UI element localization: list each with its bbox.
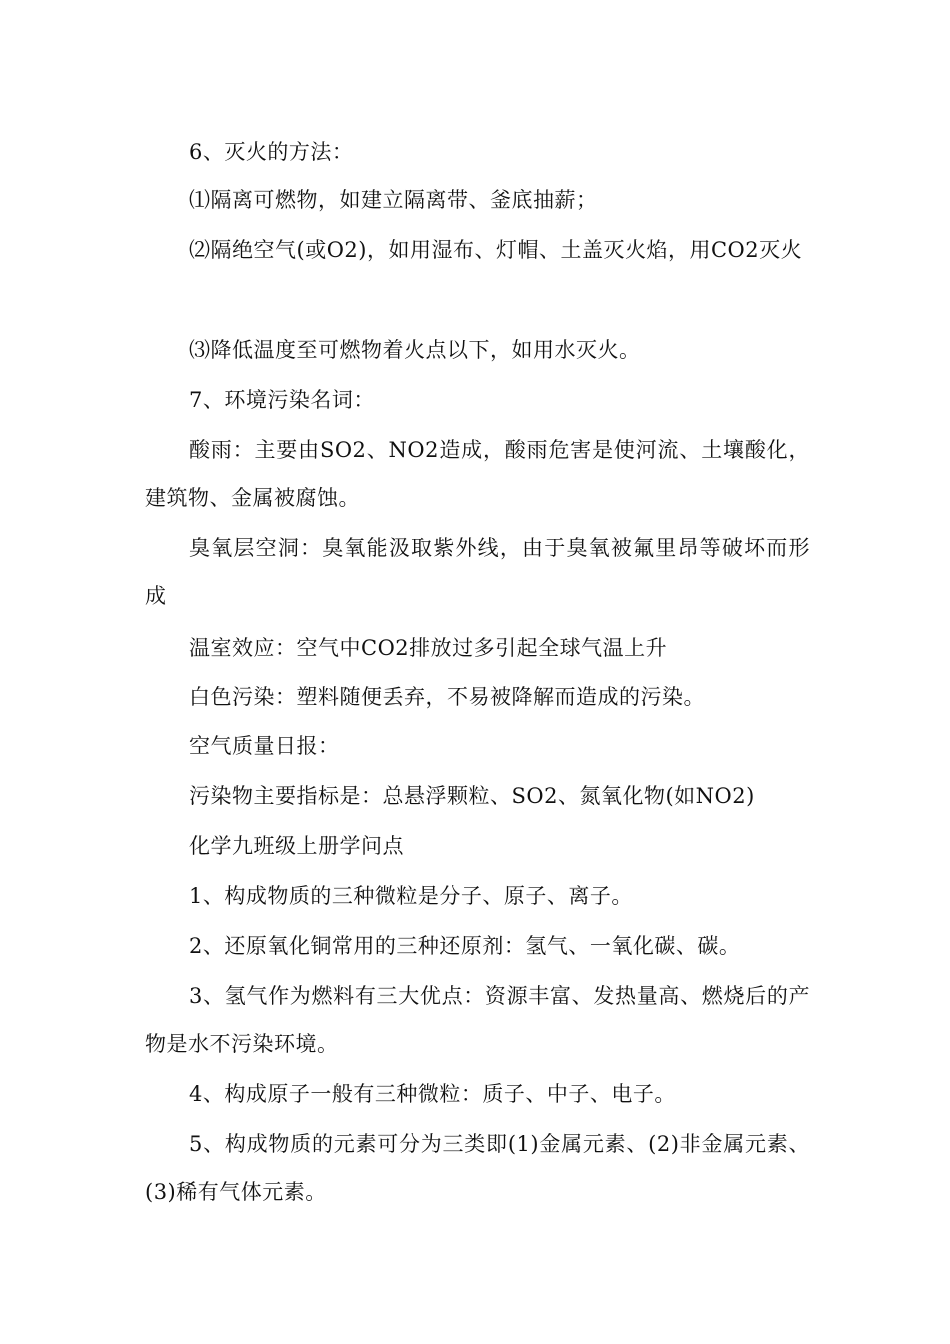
paragraph-isolate-air: ⑵隔绝空气(或O2)，如用湿布、灯帽、土盖灭火焰，用CO2灭火 [189, 238, 803, 262]
paragraph-pollutant-indicators: 污染物主要指标是：总悬浮颗粒、SO2、氮氧化物(如NO2) [189, 784, 755, 808]
heading-air-quality-report: 空气质量日报： [189, 734, 340, 758]
paragraph-three-particles: 1、构成物质的三种微粒是分子、原子、离子。 [189, 884, 633, 908]
paragraph-lower-temperature: ⑶降低温度至可燃物着火点以下，如用水灭火。 [189, 338, 641, 362]
paragraph-ozone-hole: 臭氧层空洞：臭氧能汲取紫外线，由于臭氧被氟里昂等破坏而形成 [145, 536, 810, 608]
paragraph-greenhouse-effect: 温室效应：空气中CO2排放过多引起全球气温上升 [189, 636, 668, 660]
heading-environmental-pollution-terms: 7、环境污染名词： [189, 388, 375, 412]
paragraph-atomic-particles: 4、构成原子一般有三种微粒：质子、中子、电子。 [189, 1082, 676, 1106]
paragraph-element-types: 5、构成物质的元素可分为三类即(1)金属元素、(2)非金属元素、(3)稀有气体元素。 [145, 1132, 810, 1204]
paragraph-acid-rain: 酸雨：主要由SO2、NO2造成，酸雨危害是使河流、土壤酸化，建筑物、金属被腐蚀。 [145, 438, 810, 510]
heading-fire-extinguishing-methods: 6、灭火的方法： [189, 140, 354, 164]
paragraph-isolate-combustibles: ⑴隔离可燃物，如建立隔离带、釜底抽薪； [189, 188, 598, 212]
paragraph-three-reducing-agents: 2、还原氧化铜常用的三种还原剂：氢气、一氧化碳、碳。 [189, 934, 741, 958]
heading-chemistry-knowledge-points: 化学九班级上册学问点 [189, 834, 404, 858]
paragraph-white-pollution: 白色污染：塑料随便丢弃，不易被降解而造成的污染。 [189, 685, 705, 709]
paragraph-hydrogen-advantages: 3、氢气作为燃料有三大优点：资源丰富、发热量高、燃烧后的产物是水不污染环境。 [145, 984, 810, 1056]
